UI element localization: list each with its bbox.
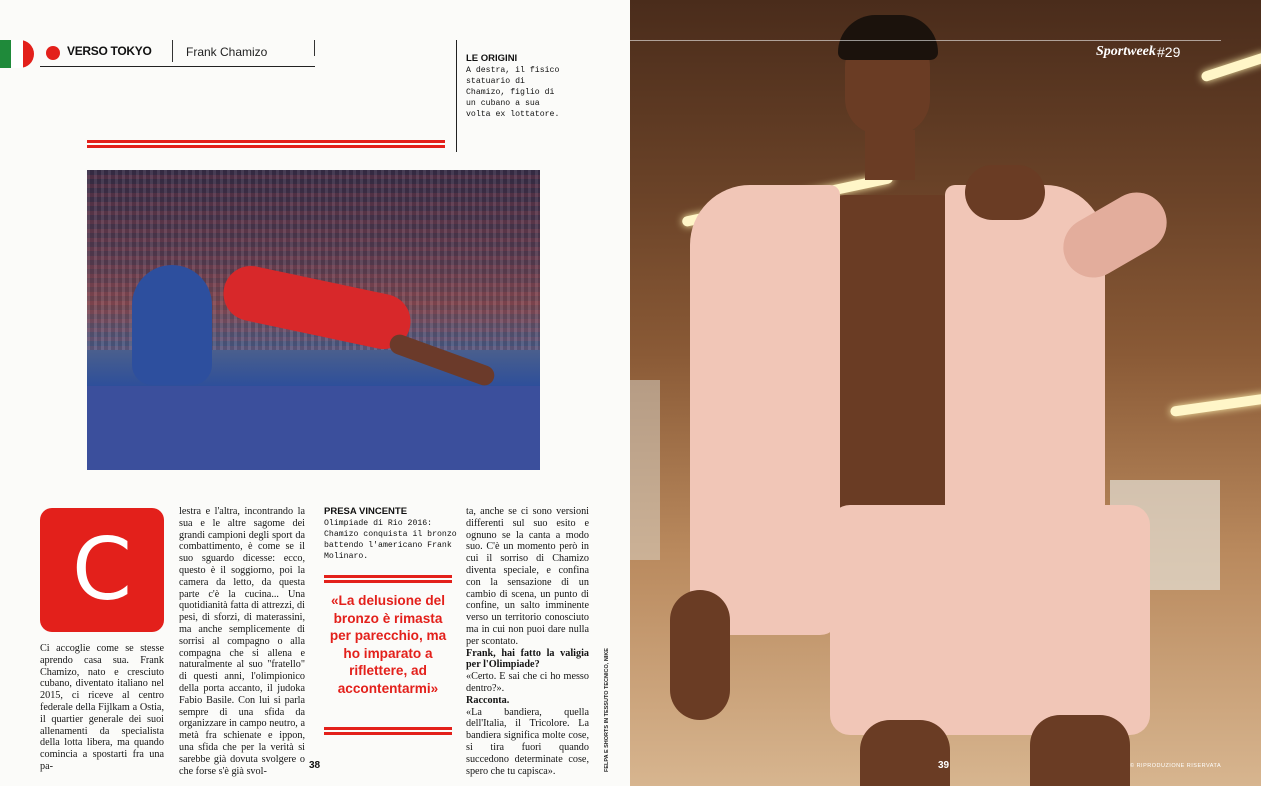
sidebar-text: A destra, il fisico statuario di Chamizo, figlio di un cubano a sua volta ex lottatore. bbox=[466, 66, 560, 119]
body-column-1: Ci accoglie come se stesse aprendo casa sua. Frank Chamizo, nato e cresciuto cubano, diventato italiano nel 2015, ci riceve al centro federale della Fijlkam a Ostia, il quartier generale dei suoi allenamenti da specialista della lotta libera, ma quando comincia a spostarti fra una pa- bbox=[40, 643, 164, 772]
answer: «Certo. E sai che ci ho messo dentro?». bbox=[466, 671, 589, 694]
page-number-right: 39 bbox=[938, 760, 950, 771]
right-leg bbox=[1030, 715, 1130, 786]
header-separator bbox=[172, 40, 173, 62]
italian-flag-icon bbox=[0, 40, 34, 68]
left-page bbox=[0, 0, 630, 786]
issue-number: #29 bbox=[1157, 44, 1181, 60]
window bbox=[630, 380, 660, 560]
right-header-rule bbox=[630, 40, 1221, 41]
hair bbox=[838, 15, 938, 60]
page-number-left: 38 bbox=[309, 760, 321, 771]
pullquote-rule-top bbox=[324, 575, 452, 585]
wrestling-photo bbox=[87, 170, 540, 470]
sidebar-divider bbox=[456, 40, 457, 152]
dropcap: C bbox=[40, 508, 164, 632]
sidebar-title: LE ORIGINI bbox=[466, 53, 518, 64]
copyright-note: © RIPRODUZIONE RISERVATA bbox=[1130, 763, 1222, 769]
section-label: VERSO TOKYO bbox=[67, 44, 152, 58]
header-rule bbox=[40, 66, 315, 67]
torso bbox=[825, 195, 960, 525]
neck bbox=[865, 130, 915, 180]
red-rule bbox=[87, 140, 445, 150]
header-tick bbox=[314, 40, 315, 56]
question: Frank, hai fatto la valigia per l'Olimpiade? bbox=[466, 647, 589, 671]
magazine-title: Sportweek bbox=[1096, 44, 1156, 59]
body-column-3: ta, anche se ci sono versioni differenti sul suo esito e ognuno se la canta a modo suo. C'è un momento però in cui il sorriso di Chamizo diventa speciale, e confina con la sensazione di un cambio di scena, un punto di confine, un salto imminente verso un territorio conosciuto ma in cui non puoi dare nulla per scontato. Frank, hai fatto la valigia per l'Olimpiade? «Certo. E sai che ci ho messo dentro?». Racconta. «La bandiera, quella dell'Italia, il Tricolore. La bandiera significa molte cose, si tira fuori quando succedono determinate cose, spero che tu capisca». bbox=[466, 506, 589, 777]
left-hand bbox=[670, 590, 730, 720]
pullquote-rule-bottom bbox=[324, 727, 452, 737]
right-page-photo bbox=[630, 0, 1261, 786]
answer: «La bandiera, quella dell'Italia, il Tricolore. La bandiera significa molte cose, si tira fuori quando succedono determinate cose, spero che tu capisca». bbox=[466, 706, 589, 777]
subject-name: Frank Chamizo bbox=[186, 45, 268, 59]
body-column-2: lestra e l'altra, incontrando la sua e le altre sagome dei grandi campioni degli sport da combattimento, è come se il suo sguardo dicesse: ecco, questo è il soggiorno, poi la camera da letto, da questa parte c'è la cucina... Una quotidianità fatta di attrezzi, di pesi, di sforzi, di materassini, ma anche semplicemente di sorrisi al compagno o alla compagna che si allena e naturalmente al suo "fratello" di questi anni, l'olimpionico della porta accanto, il judoka Fabio Basile. Con lui si parla sempre di una sfida da organizzare in campo neutro, a metà fra schienate e ippon, una sfida che per la verità si sarebbe già dovuta svolgere o che forse s'è già svol- bbox=[179, 506, 305, 777]
jacket-left bbox=[690, 185, 840, 635]
caption-text: Olimpiade di Rio 2016: Chamizo conquista il bronzo battendo l'americano Frank Molinaro. bbox=[324, 519, 457, 561]
wrestler-blue-figure bbox=[132, 265, 212, 385]
photo-credit: FELPA E SHORTS IN TESSUTO TECNICO, NIKE bbox=[604, 648, 610, 772]
caption-title: PRESA VINCENTE bbox=[324, 506, 408, 517]
left-leg bbox=[860, 720, 950, 786]
red-dot-icon bbox=[46, 46, 60, 60]
shorts bbox=[830, 505, 1150, 735]
pull-quote: «La delusione del bronzo è rimasta per parecchio, ma ho imparato a riflettere, ad accontentarmi» bbox=[329, 593, 447, 696]
question: Racconta. bbox=[466, 694, 510, 706]
ceiling-light bbox=[1170, 393, 1261, 417]
ceiling-light bbox=[1200, 51, 1261, 82]
raised-hand bbox=[965, 165, 1045, 220]
